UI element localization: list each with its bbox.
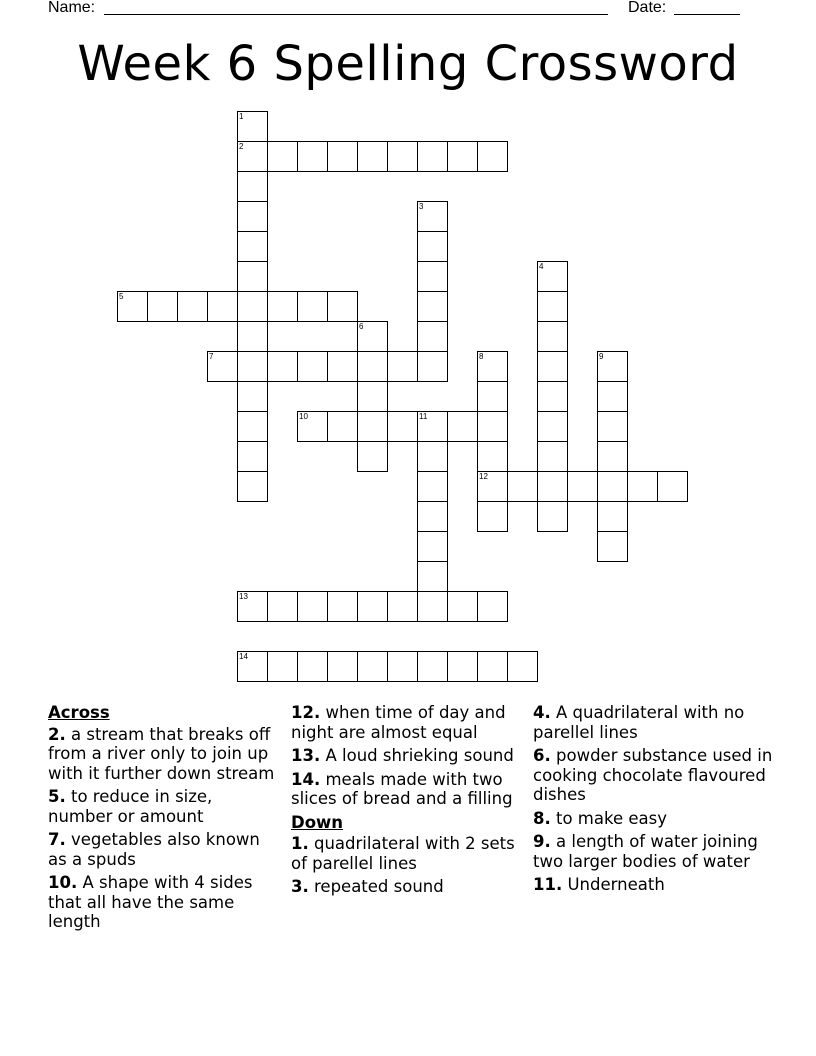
grid-cell[interactable] [237, 651, 268, 682]
clue-number-label: 1 [239, 112, 244, 121]
grid-cell[interactable] [237, 441, 268, 472]
grid-cell[interactable] [417, 411, 448, 442]
date-label: Date: [628, 0, 667, 16]
clue-number-label: 13 [239, 592, 248, 601]
grid-cell[interactable] [387, 591, 418, 622]
grid-cell[interactable] [267, 291, 298, 322]
clue-down-8: 8. to make easy [533, 808, 667, 828]
grid-cell[interactable] [237, 201, 268, 232]
grid-cell[interactable] [237, 381, 268, 412]
grid-cell[interactable] [237, 291, 268, 322]
clue-across-7: 7. vegetables also known as a spuds [48, 830, 260, 869]
grid-cell[interactable] [357, 441, 388, 472]
grid-cell[interactable] [537, 471, 568, 502]
grid-cell[interactable] [327, 351, 358, 382]
grid-cell[interactable] [297, 141, 328, 172]
grid-cell[interactable] [267, 591, 298, 622]
grid-cell[interactable] [537, 261, 568, 292]
clue-number-label: 14 [239, 652, 248, 661]
grid-cell[interactable] [237, 171, 268, 202]
grid-cell[interactable] [327, 291, 358, 322]
grid-cell[interactable] [597, 381, 628, 412]
clue-column-1 [48, 703, 280, 936]
grid-cell[interactable] [447, 411, 478, 442]
grid-cell[interactable] [477, 501, 508, 532]
across-heading: Across [48, 703, 110, 722]
grid-cell[interactable] [237, 231, 268, 262]
clue-down-9: 9. a length of water joining two larger bodies of water [533, 832, 758, 871]
grid-cell[interactable] [417, 561, 448, 592]
grid-cell[interactable] [327, 411, 358, 442]
grid-cell[interactable] [297, 651, 328, 682]
grid-cell[interactable] [477, 471, 508, 502]
grid-cell[interactable] [267, 651, 298, 682]
grid-cell[interactable] [417, 531, 448, 562]
grid-cell[interactable] [297, 591, 328, 622]
clue-down-6: 6. powder substance used in cooking chocolate flavoured dishes [533, 746, 773, 804]
grid-cell[interactable] [537, 351, 568, 382]
grid-cell[interactable] [627, 471, 658, 502]
clue-across-14: 14. meals made with two slices of bread and a filling [291, 769, 513, 808]
grid-cell[interactable] [537, 321, 568, 352]
clue-number-label: 12 [479, 472, 488, 481]
clue-down-1: 1. quadrilateral with 2 sets of parellel lines [291, 834, 515, 873]
grid-cell[interactable] [597, 351, 628, 382]
grid-cell[interactable] [387, 411, 418, 442]
grid-cell[interactable] [537, 441, 568, 472]
clue-down-11: 11. Underneath [533, 875, 665, 894]
clue-number-label: 2 [239, 142, 244, 151]
grid-cell[interactable] [207, 351, 238, 382]
grid-cell[interactable] [447, 651, 478, 682]
grid-cell[interactable] [237, 141, 268, 172]
grid-cell[interactable] [417, 141, 448, 172]
grid-cell[interactable] [477, 351, 508, 382]
clue-number-label: 10 [299, 412, 308, 421]
grid-cell[interactable] [357, 321, 388, 352]
clue-down-4: 4. A quadrilateral with no parellel lines [533, 703, 745, 742]
grid-cell[interactable] [207, 291, 238, 322]
grid-cell[interactable] [447, 591, 478, 622]
grid-cell[interactable] [417, 291, 448, 322]
grid-cell[interactable] [327, 141, 358, 172]
grid-cell[interactable] [237, 261, 268, 292]
grid-cell[interactable] [477, 141, 508, 172]
grid-cell[interactable] [387, 351, 418, 382]
clue-across-12: 12. when time of day and night are almost equal [291, 703, 506, 742]
grid-cell[interactable] [297, 291, 328, 322]
grid-cell[interactable] [537, 381, 568, 412]
grid-cell[interactable] [147, 291, 178, 322]
clue-number-label: 11 [419, 412, 428, 421]
clue-down-3: 3. repeated sound [291, 877, 444, 896]
grid-cell[interactable] [597, 501, 628, 532]
clue-across-2: 2. a stream that breaks off from a river only to join up with it further down stream [48, 724, 275, 783]
clue-across-5: 5. to reduce in size, number or amount [48, 787, 213, 826]
down-heading: Down [291, 812, 344, 832]
grid-cell[interactable] [237, 471, 268, 502]
grid-cell[interactable] [417, 321, 448, 352]
grid-cell[interactable] [117, 291, 148, 322]
grid-cell[interactable] [357, 651, 388, 682]
clue-across-13: 13. A loud shrieking sound [291, 746, 514, 765]
grid-cell[interactable] [477, 591, 508, 622]
clue-number-label: 7 [209, 352, 214, 361]
grid-cell[interactable] [237, 591, 268, 622]
grid-cell[interactable] [387, 651, 418, 682]
grid-cell[interactable] [417, 501, 448, 532]
grid-cell[interactable] [417, 231, 448, 262]
grid-cell[interactable] [537, 291, 568, 322]
grid-cell[interactable] [477, 381, 508, 412]
grid-cell[interactable] [507, 651, 538, 682]
grid-cell[interactable] [567, 471, 598, 502]
clue-column-2 [291, 703, 523, 901]
clue-number-label: 5 [119, 292, 124, 301]
grid-cell[interactable] [327, 651, 358, 682]
grid-cell[interactable] [447, 141, 478, 172]
grid-cell[interactable] [657, 471, 688, 502]
clue-number-label: 6 [359, 322, 364, 331]
grid-cell[interactable] [237, 411, 268, 442]
grid-cell[interactable] [477, 651, 508, 682]
grid-cell[interactable] [237, 111, 268, 142]
name-label: Name: [48, 0, 96, 16]
page-title: Week 6 Spelling Crossword [77, 36, 739, 92]
grid-cell[interactable] [477, 441, 508, 472]
grid-cell[interactable] [267, 141, 298, 172]
grid-cell[interactable] [597, 411, 628, 442]
grid-cell[interactable] [357, 591, 388, 622]
grid-cell[interactable] [597, 531, 628, 562]
grid-cell[interactable] [417, 261, 448, 292]
grid-cell[interactable] [237, 321, 268, 352]
grid-cell[interactable] [537, 411, 568, 442]
clue-across-10: 10. A shape with 4 sides that all have the same length [48, 873, 253, 931]
grid-cell[interactable] [177, 291, 208, 322]
grid-cell[interactable] [417, 441, 448, 472]
grid-cell[interactable] [417, 651, 448, 682]
grid-cell[interactable] [297, 411, 328, 442]
grid-cell[interactable] [297, 351, 328, 382]
grid-cell[interactable] [237, 351, 268, 382]
clue-number-label: 9 [599, 352, 604, 361]
grid-cell[interactable] [507, 471, 538, 502]
grid-cell[interactable] [417, 591, 448, 622]
grid-cell[interactable] [477, 411, 508, 442]
grid-cell[interactable] [417, 201, 448, 232]
grid-cell[interactable] [537, 501, 568, 532]
clue-number-label: 3 [419, 202, 424, 211]
grid-cell[interactable] [417, 471, 448, 502]
clue-number-label: 8 [479, 352, 484, 361]
grid-cell[interactable] [597, 441, 628, 472]
grid-cell[interactable] [267, 351, 298, 382]
grid-cell[interactable] [357, 381, 388, 412]
grid-cell[interactable] [417, 351, 448, 382]
grid-cell[interactable] [357, 411, 388, 442]
grid-cell[interactable] [357, 141, 388, 172]
grid-cell[interactable] [327, 591, 358, 622]
clue-number-label: 4 [539, 262, 544, 271]
grid-cell[interactable] [387, 141, 418, 172]
clue-column-3 [533, 703, 773, 899]
grid-cell[interactable] [597, 471, 628, 502]
grid-cell[interactable] [357, 351, 388, 382]
